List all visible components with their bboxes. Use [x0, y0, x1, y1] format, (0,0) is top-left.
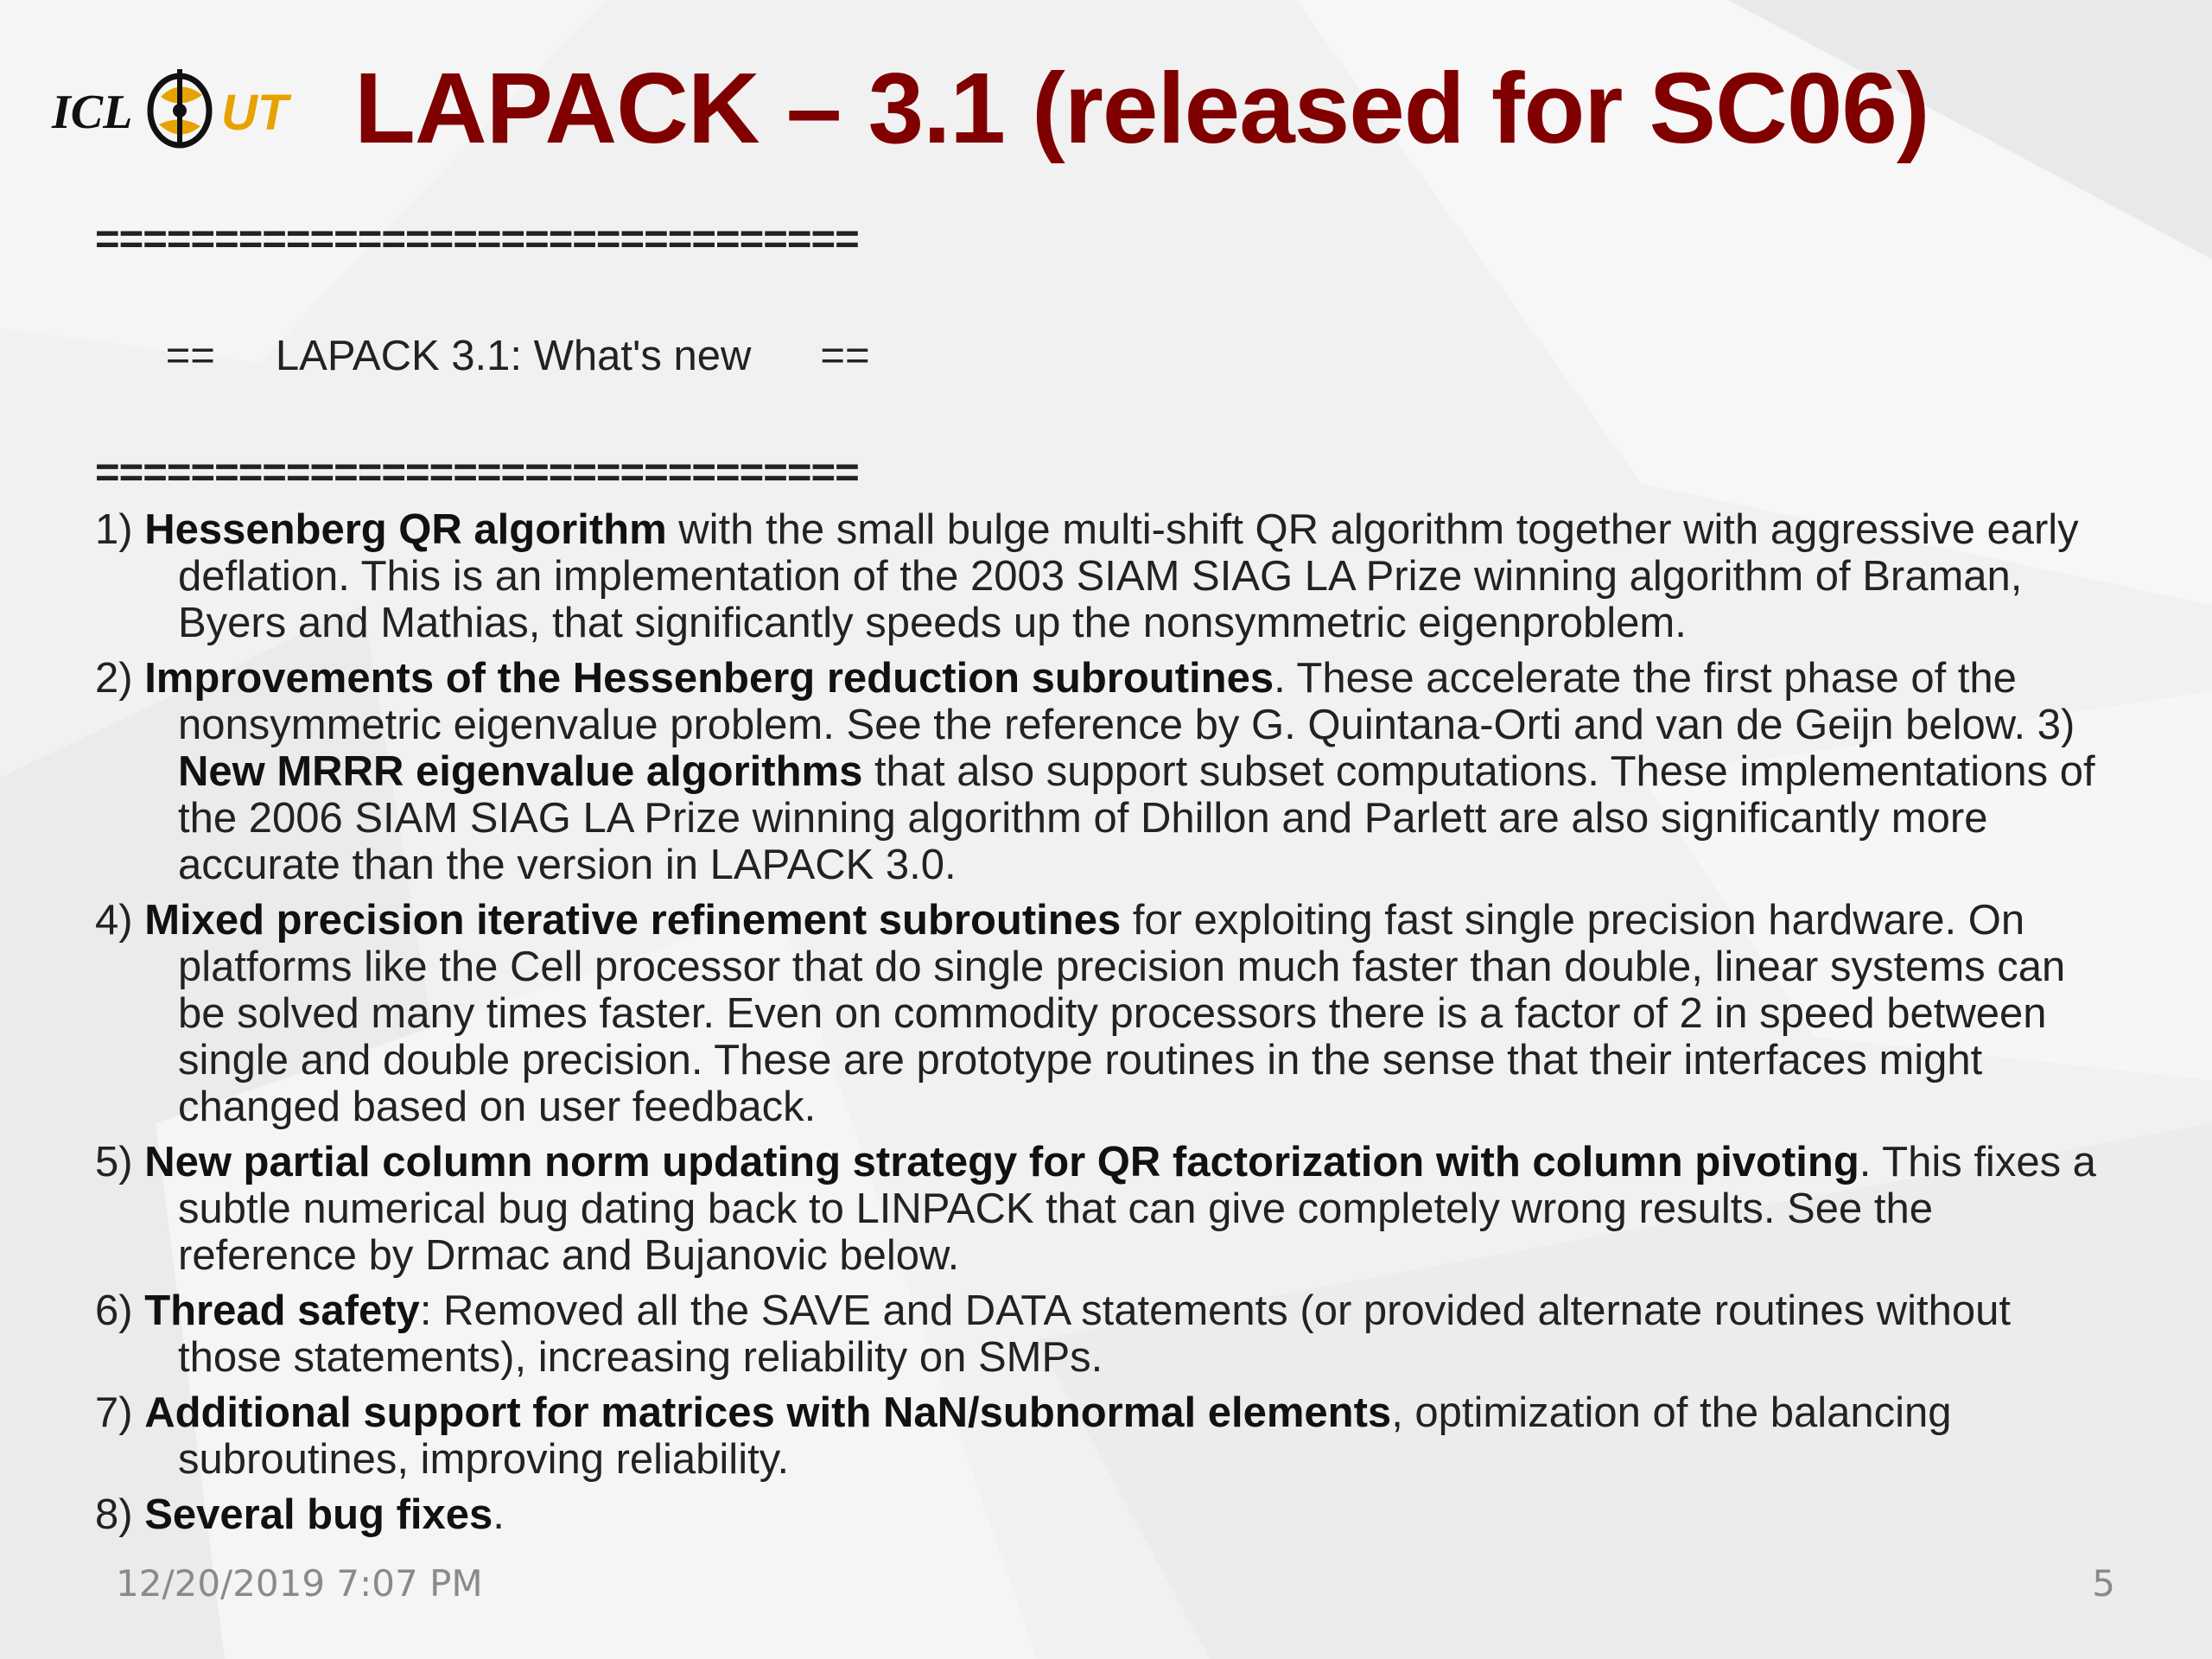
page-number: 5 [2092, 1562, 2115, 1605]
list-item-4 [95, 897, 2117, 1130]
list-item-5 [95, 1139, 2117, 1279]
item-text: . This fixes a subtle numerical bug dating back to LINPACK that can give completely wrong results. See the reference by Drmac and Bujanovic below. [178, 1139, 2096, 1279]
item-text: . [493, 1491, 505, 1538]
item-number: 2) [95, 655, 145, 702]
list-item-6 [95, 1287, 2117, 1381]
logo-icl-text: ICL [52, 86, 133, 139]
item-text: , optimization of the balancing subroutines, improving reliability. [178, 1389, 1952, 1483]
logo-graphic [50, 60, 309, 156]
logo-ut-text: UT [221, 85, 289, 141]
item-text: with the small bulge multi-shift QR algorithm together with aggressive early deflation. This is an implementation of the 2003 SIAM SIAG LA Prize winning algorithm of Braman, Byers and Mathias, that significantly speeds up the nonsymmetric eigenproblem. [178, 506, 2079, 646]
item-heading: Mixed precision iterative refinement subroutines [144, 897, 1122, 944]
divider-top: ================================ [95, 216, 859, 263]
list-item-7 [95, 1389, 2117, 1483]
item-number: 4) [95, 897, 145, 944]
item-heading: Several bug fixes [144, 1491, 493, 1538]
footer-date: 12/20/2019 7:07 PM [116, 1562, 483, 1605]
subheading-left-marker: == [165, 333, 215, 379]
item-heading: Thread safety [144, 1287, 420, 1334]
item-number: 5) [95, 1139, 145, 1185]
subheading-right-marker: == [820, 333, 870, 379]
list-item-1 [95, 506, 2117, 646]
item-heading: Hessenberg QR algorithm [144, 506, 667, 553]
item-number: 8) [95, 1491, 145, 1538]
item-heading: New partial column norm updating strategy for QR factorization with column pivoting [144, 1139, 1859, 1185]
item-number: 7) [95, 1389, 145, 1436]
subheading [95, 268, 2117, 444]
item-heading: Additional support for matrices with NaN/subnormal elements [144, 1389, 1392, 1436]
icl-ut-logo [50, 60, 309, 156]
item-heading-3: New MRRR eigenvalue algorithms [178, 748, 863, 795]
item-text: . These accelerate the first phase of the nonsymmetric eigenvalue problem. See the reference by G. Quintana-Orti and van de Geijn below. [178, 655, 2026, 748]
item-text: : Removed all the SAVE and DATA statements (or provided alternate routines without those statements), increasing reliability on SMPs. [178, 1287, 2011, 1381]
item-text-3: that also support subset computations. These implementations of the 2006 SIAM SIAG LA Prize winning algorithm of Dhillon and Parlett are also significantly more accurate than the version in LAPACK 3.0. [178, 748, 2095, 888]
logo-emblem-icon [150, 69, 209, 147]
item-number: 1) [95, 506, 145, 553]
item-heading: Improvements of the Hessenberg reduction subroutines [144, 655, 1274, 702]
item-number: 6) [95, 1287, 145, 1334]
subheading-text: LAPACK 3.1: What's new [275, 333, 752, 379]
slide-content [95, 211, 2117, 1538]
item-number-3: 3) [2025, 702, 2075, 748]
list-item-8 [95, 1491, 2117, 1538]
slide-title: LAPACK – 3.1 (released for SC06) [354, 52, 1929, 164]
divider-bottom: ================================ [95, 449, 859, 496]
list-item-2 [95, 655, 2117, 888]
item-text: for exploiting fast single precision hardware. On platforms like the Cell processor that do single precision much faster than double, linear systems can be solved many times faster. Even on commodity processors there is a factor of 2 in speed between single and double precision. These are prototype routines in the sense that their interfaces might changed based on user feedback. [178, 897, 2066, 1130]
